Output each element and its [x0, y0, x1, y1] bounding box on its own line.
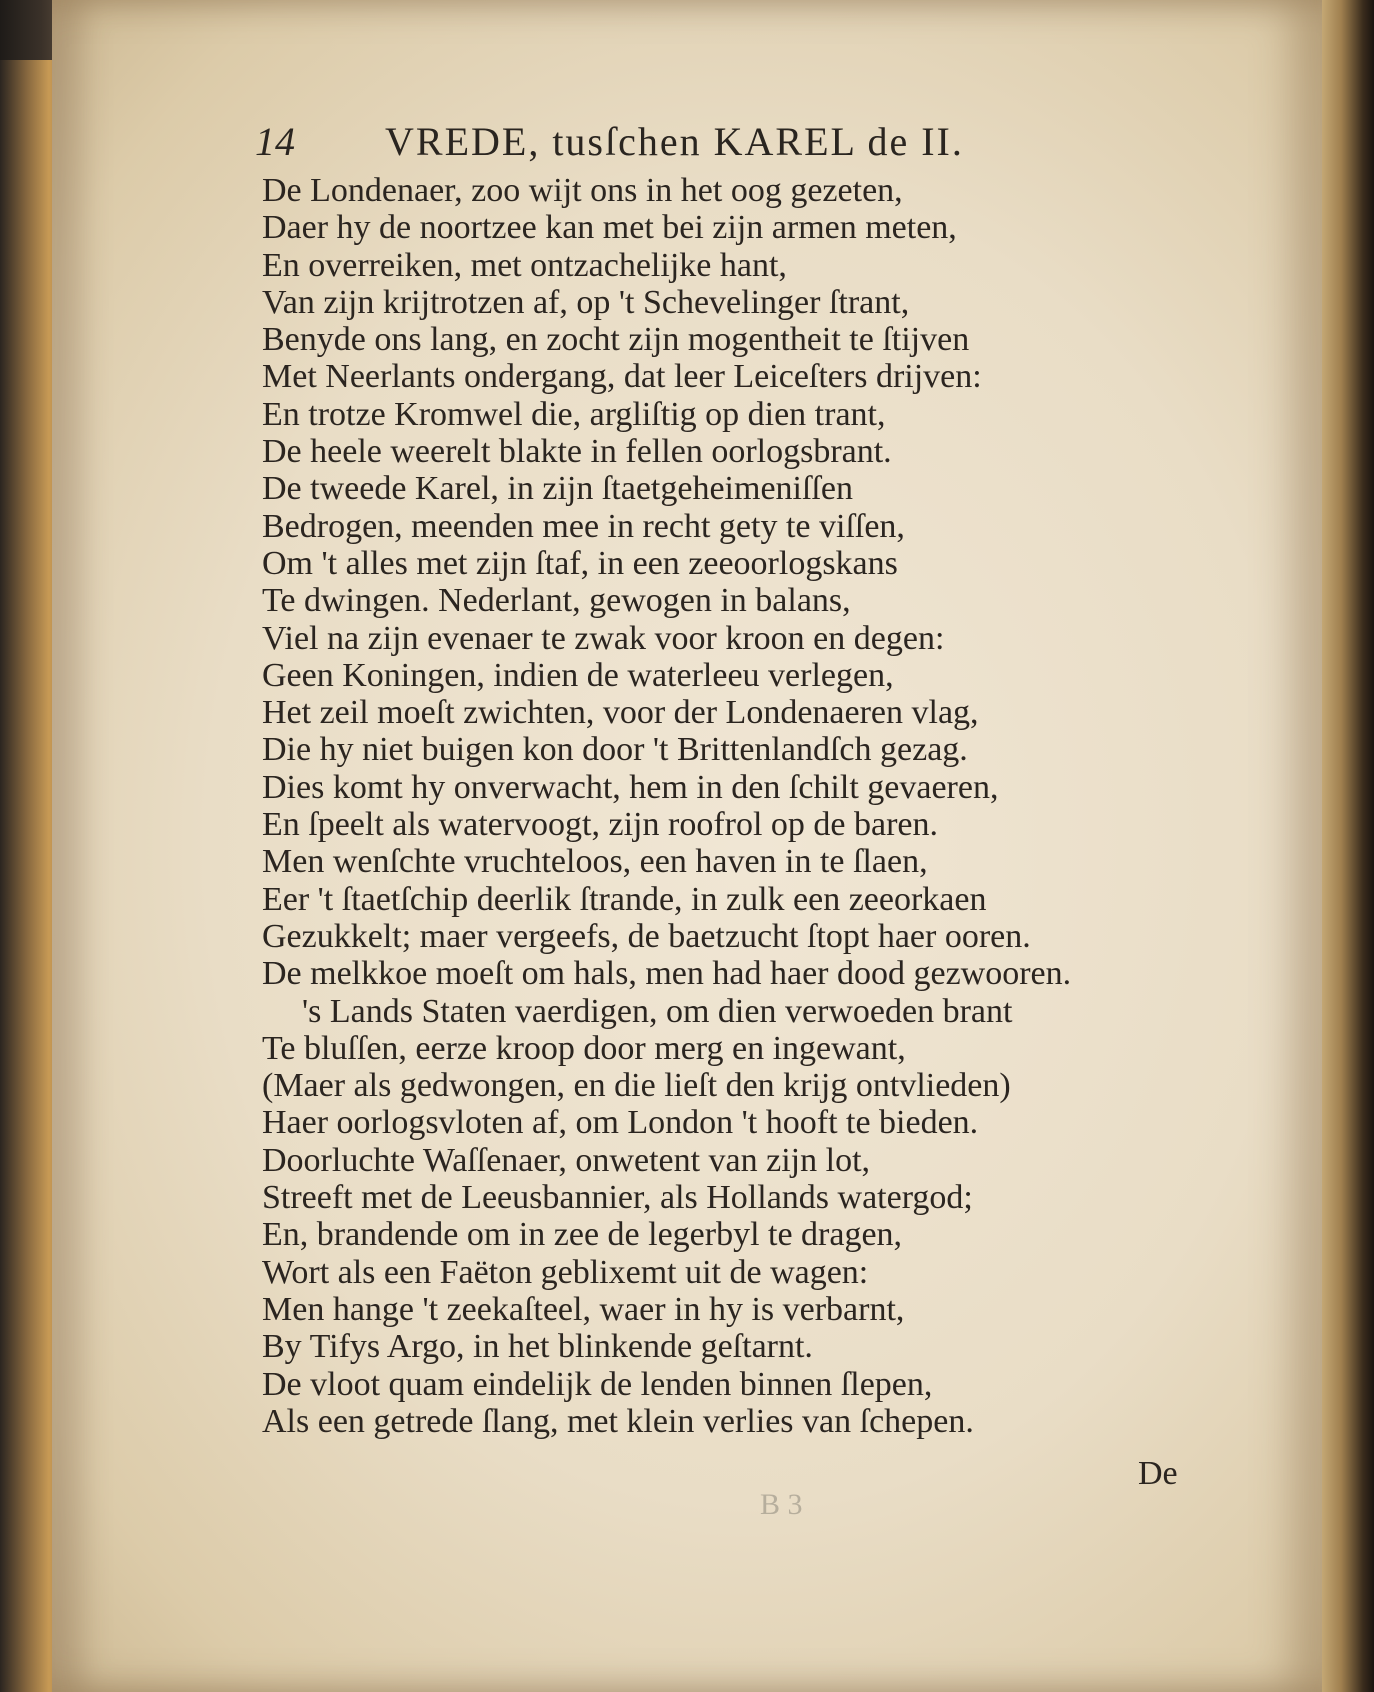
- verse-text: [262, 172, 1182, 1440]
- verse-line: De heele weerelt blakte in fellen oorlogsbrant.: [262, 433, 892, 471]
- verse-line: Men hange 't zeekaſteel, waer in hy is verbarnt,: [262, 1290, 905, 1328]
- verse-line: Om 't alles met zijn ſtaf, in een zeeoorlogskans: [262, 544, 898, 582]
- verse-line: Men wenſchte vruchteloos, een haven in te ſlaen,: [262, 843, 928, 881]
- verse-line: Te dwingen. Nederlant, gewogen in balans,: [262, 582, 851, 620]
- verse-line: En overreiken, met ontzachelijke hant,: [262, 246, 787, 284]
- verse-line: By Tifys Argo, in het blinkende geſtarnt.: [262, 1328, 813, 1366]
- verse-line: 's Lands Staten vaerdigen, om dien verwoeden brant: [302, 992, 1013, 1030]
- verse-line: Geen Koningen, indien de waterleeu verlegen,: [262, 656, 894, 694]
- verse-line: Met Neerlants ondergang, dat leer Leiceſters drijven:: [262, 358, 982, 396]
- verse-line: En, brandende om in zee de legerbyl te dragen,: [262, 1216, 903, 1254]
- verse-line: Eer 't ſtaetſchip deerlik ſtrande, in zulk een zeeorkaen: [262, 880, 987, 918]
- verse-line: Als een getrede ſlang, met klein verlies van ſchepen.: [262, 1402, 974, 1440]
- verse-line: Haer oorlogsvloten af, om London 't hooft te bieden.: [262, 1104, 979, 1142]
- page-number: 14: [255, 119, 295, 164]
- verse-line: Wort als een Faëton geblixemt uit de wagen:: [262, 1253, 869, 1291]
- verse-line: Daer hy de noortzee kan met bei zijn armen meten,: [262, 209, 957, 247]
- running-head: [255, 118, 1205, 165]
- verse-line: Die hy niet buigen kon door 't Brittenlandſch gezag.: [262, 731, 968, 769]
- verse-line: Gezukkelt; maer vergeefs, de baetzucht ſtopt haer ooren.: [262, 917, 1031, 955]
- verse-line: Te bluſſen, eerze kroop door merg en ingewant,: [262, 1029, 906, 1067]
- verse-line: De melkkoe moeſt om hals, men had haer dood gezwooren.: [262, 955, 1072, 993]
- verse-line: De tweede Karel, in zijn ſtaetgeheimeniſſen: [262, 470, 853, 508]
- verse-line: Bedrogen, meenden mee in recht gety te viſſen,: [262, 507, 905, 545]
- signature-mark: B 3: [760, 1488, 803, 1521]
- verse-line: (Maer als gedwongen, en die lieſt den krijg ontvlieden): [262, 1067, 1011, 1105]
- book-right-edge: [1319, 0, 1374, 1692]
- verse-line: Dies komt hy onverwacht, hem in den ſchilt gevaeren,: [262, 768, 999, 806]
- page-header-title: VREDE, tusſchen KAREL de II.: [385, 119, 964, 164]
- verse-line: Het zeil moeſt zwichten, voor der Londenaeren vlag,: [262, 694, 979, 732]
- verse-line: Streeft met de Leeusbannier, als Hollands watergod;: [262, 1179, 973, 1217]
- catchword: De: [1138, 1455, 1178, 1492]
- verse-line: Viel na zijn evenaer te zwak voor kroon en degen:: [262, 619, 945, 657]
- verse-line: En ſpeelt als watervoogt, zijn roofrol op de baren.: [262, 806, 938, 844]
- verse-line: De Londenaer, zoo wijt ons in het oog gezeten,: [262, 172, 903, 209]
- verse-line: En trotze Kromwel die, argliſtig op dien trant,: [262, 395, 886, 433]
- verse-line: Benyde ons lang, en zocht zijn mogentheit te ſtijven: [262, 321, 970, 359]
- verse-line: Van zijn krijtrotzen af, op 't Schevelinger ſtrant,: [262, 283, 910, 321]
- verse-line: Doorluchte Waſſenaer, onwetent van zijn lot,: [262, 1141, 871, 1179]
- verse-line: De vloot quam eindelijk de lenden binnen ſlepen,: [262, 1365, 933, 1403]
